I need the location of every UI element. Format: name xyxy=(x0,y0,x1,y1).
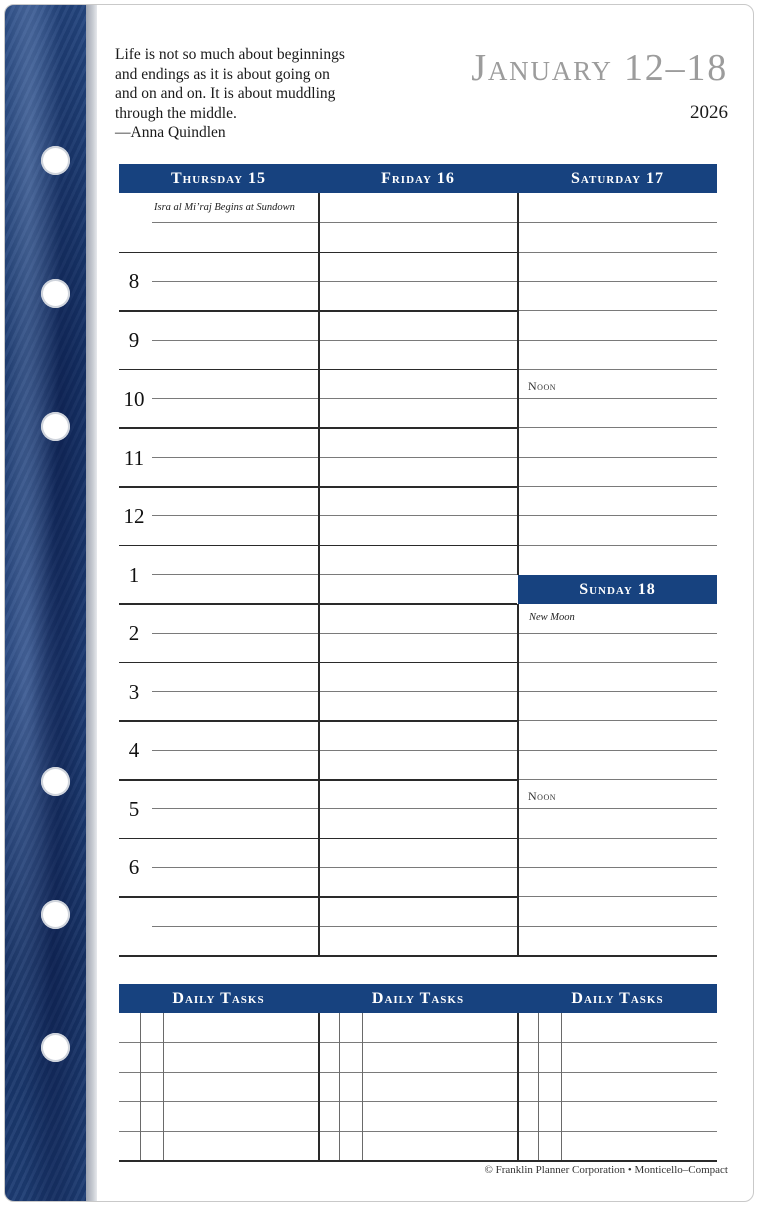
hour-label: 9 xyxy=(128,328,140,352)
hour-label: 2 xyxy=(128,621,140,645)
half-hour-line xyxy=(320,222,517,223)
hour-line xyxy=(119,838,517,840)
task-checkbox-column xyxy=(339,1013,340,1160)
grid-bottom-line xyxy=(119,955,717,957)
day-line xyxy=(519,281,717,282)
half-hour-line xyxy=(320,457,517,458)
day-line xyxy=(519,926,717,927)
half-hour-line xyxy=(320,926,517,927)
half-hour-line xyxy=(152,808,318,809)
half-hour-line xyxy=(320,340,517,341)
day-header-friday: Friday 16 xyxy=(318,164,518,193)
hour-line xyxy=(119,779,517,781)
task-priority-column xyxy=(362,1013,363,1160)
hour-label: 4 xyxy=(128,738,140,762)
day-line xyxy=(519,838,717,839)
half-hour-line xyxy=(152,457,318,458)
hour-line xyxy=(119,662,517,664)
column-divider xyxy=(517,193,519,575)
noon-marker-sunday: Noon xyxy=(528,789,556,803)
hour-label: 6 xyxy=(128,855,140,879)
task-line xyxy=(119,1101,717,1102)
hour-line xyxy=(119,427,517,429)
half-hour-line xyxy=(152,691,318,692)
holiday-note: Isra al Mi’raj Begins at Sundown xyxy=(154,202,295,213)
half-hour-line xyxy=(320,515,517,516)
quote-line: through the middle. xyxy=(115,104,237,122)
day-line xyxy=(519,896,717,897)
half-hour-line xyxy=(320,633,517,634)
moon-note: New Moon xyxy=(529,612,575,623)
hour-line xyxy=(119,545,517,547)
day-header-thursday: Thursday 15 xyxy=(119,164,318,193)
half-hour-line xyxy=(320,398,517,399)
binder-hole xyxy=(41,900,70,929)
day-line xyxy=(519,340,717,341)
half-hour-line xyxy=(152,281,318,282)
spine-cover xyxy=(5,5,86,1201)
half-hour-line xyxy=(152,398,318,399)
quote-line: and on and on. It is about muddling xyxy=(115,85,336,103)
day-line xyxy=(519,808,717,809)
task-line xyxy=(119,1042,717,1043)
task-line xyxy=(119,1160,717,1162)
hour-label: 1 xyxy=(128,563,140,587)
quote-line: Life is not so much about beginnings xyxy=(115,46,345,63)
day-line xyxy=(519,310,717,311)
half-hour-line xyxy=(152,574,318,575)
hour-line xyxy=(119,369,517,371)
tasks-header: Daily Tasks xyxy=(518,984,717,1013)
noon-marker-saturday: Noon xyxy=(528,379,556,393)
hour-line xyxy=(119,896,517,898)
tasks-header: Daily Tasks xyxy=(318,984,518,1013)
spine-edge xyxy=(86,5,97,1201)
task-checkbox-column xyxy=(538,1013,539,1160)
half-hour-line xyxy=(152,515,318,516)
day-line xyxy=(519,867,717,868)
binder-hole xyxy=(41,279,70,308)
day-line xyxy=(519,398,717,399)
task-checkbox-column xyxy=(140,1013,141,1160)
day-line xyxy=(519,662,717,663)
half-hour-line xyxy=(152,926,318,927)
day-line xyxy=(519,515,717,516)
hour-line xyxy=(119,252,517,254)
hour-label: 12 xyxy=(123,504,145,528)
binder-hole xyxy=(41,412,70,441)
quote xyxy=(115,45,385,143)
day-line xyxy=(519,457,717,458)
hour-label: 5 xyxy=(128,797,140,821)
hour-label: 3 xyxy=(128,680,140,704)
day-line xyxy=(519,545,717,546)
half-hour-line xyxy=(320,750,517,751)
half-hour-line xyxy=(320,691,517,692)
hour-label: 8 xyxy=(128,269,140,293)
year: 2026 xyxy=(690,102,728,123)
task-column-divider xyxy=(318,1013,320,1160)
half-hour-line xyxy=(152,633,318,634)
hour-line xyxy=(119,310,517,312)
hour-label: 11 xyxy=(123,446,145,470)
week-title: January 12–18 xyxy=(471,47,728,89)
half-hour-line xyxy=(152,867,318,868)
half-hour-line xyxy=(320,281,517,282)
hour-line xyxy=(119,720,517,722)
day-line xyxy=(519,369,717,370)
half-hour-line xyxy=(320,574,517,575)
footer-credit: © Franklin Planner Corporation • Monticello–Compact xyxy=(484,1164,728,1176)
half-hour-line xyxy=(320,867,517,868)
binder-hole xyxy=(41,1033,70,1062)
task-priority-column xyxy=(163,1013,164,1160)
half-hour-line xyxy=(152,340,318,341)
day-line xyxy=(519,779,717,780)
day-line xyxy=(519,427,717,428)
day-line xyxy=(519,633,717,634)
day-header-saturday: Saturday 17 xyxy=(518,164,717,193)
task-line xyxy=(119,1072,717,1073)
binder-hole xyxy=(41,767,70,796)
half-hour-line xyxy=(152,222,318,223)
day-line xyxy=(519,720,717,721)
half-hour-line xyxy=(320,808,517,809)
half-hour-line xyxy=(152,750,318,751)
task-line xyxy=(119,1131,717,1132)
task-column-divider xyxy=(517,1013,519,1160)
day-line xyxy=(519,750,717,751)
hour-line xyxy=(119,486,517,488)
day-line xyxy=(519,252,717,253)
day-header-sunday: Sunday 18 xyxy=(518,575,717,604)
hour-line xyxy=(119,603,517,605)
hour-label: 10 xyxy=(123,387,145,411)
quote-line: and endings as it is about going on xyxy=(115,65,330,83)
day-line xyxy=(519,222,717,223)
binder-hole xyxy=(41,146,70,175)
quote-author: —Anna Quindlen xyxy=(115,124,226,142)
day-line xyxy=(519,486,717,487)
task-priority-column xyxy=(561,1013,562,1160)
day-line xyxy=(519,691,717,692)
tasks-header: Daily Tasks xyxy=(119,984,318,1013)
